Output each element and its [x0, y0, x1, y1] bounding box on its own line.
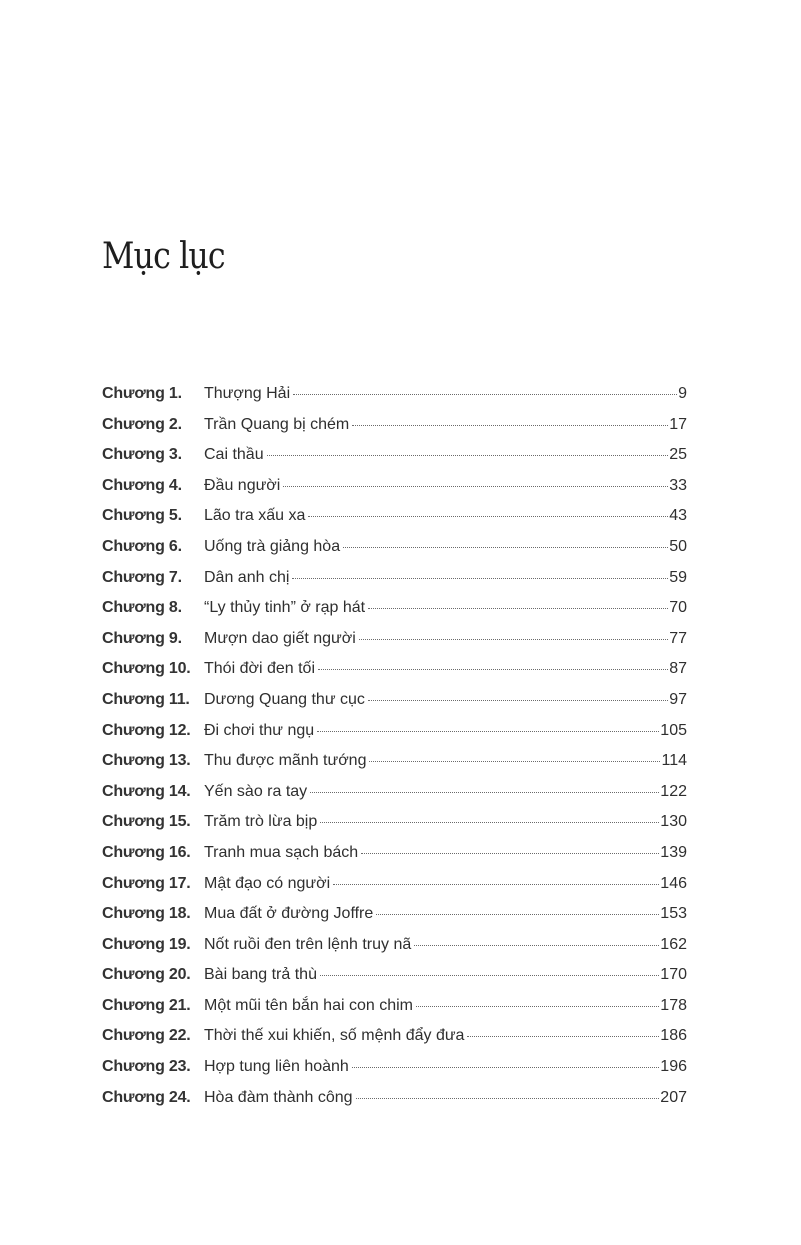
- page-number: 130: [660, 813, 687, 831]
- page-number: 105: [660, 721, 687, 739]
- toc-entry: [102, 752, 687, 783]
- chapter-label: Chương 19.: [102, 935, 191, 953]
- chapter-title: Cai thầu: [204, 446, 264, 464]
- page-number: 77: [669, 629, 687, 647]
- toc-entry: [102, 599, 687, 630]
- dot-leader: [308, 515, 668, 517]
- chapter-label: Chương 15.: [102, 813, 191, 831]
- dot-leader: [369, 760, 660, 762]
- toc-entry: [102, 691, 687, 722]
- chapter-label: Chương 23.: [102, 1058, 191, 1076]
- chapter-title: Thu được mãnh tướng: [204, 752, 367, 770]
- toc-entry: [102, 660, 687, 691]
- chapter-label: Chương 21.: [102, 996, 191, 1014]
- toc-entry: [102, 813, 687, 844]
- page-number: 196: [660, 1058, 687, 1076]
- dot-leader: [368, 607, 668, 609]
- chapter-label: Chương 5.: [102, 507, 182, 525]
- chapter-title: Bài bang trả thù: [204, 966, 317, 984]
- toc-entry: [102, 844, 687, 875]
- page-number: 178: [660, 996, 687, 1014]
- dot-leader: [292, 577, 668, 579]
- chapter-title: Yến sào ra tay: [204, 782, 308, 800]
- chapter-title: Tranh mua sạch bách: [204, 843, 359, 861]
- page-number: 33: [669, 476, 687, 494]
- dot-leader: [368, 699, 668, 701]
- page-number: 25: [669, 446, 687, 464]
- toc-title: Mục lục: [102, 236, 225, 277]
- dot-leader: [283, 485, 668, 487]
- dot-leader: [267, 454, 669, 456]
- chapter-title: Mua đất ở đường Joffre: [204, 905, 374, 923]
- chapter-label: Chương 18.: [102, 905, 191, 923]
- toc-entry: [102, 569, 687, 600]
- chapter-title: Dân anh chị: [204, 568, 290, 586]
- chapter-label: Chương 9.: [102, 629, 182, 647]
- toc-entry: [102, 966, 687, 997]
- chapter-label: Chương 12.: [102, 721, 191, 739]
- page-number: 87: [669, 660, 687, 678]
- chapter-title: Thượng Hải: [204, 385, 291, 402]
- chapter-label: Chương 20.: [102, 966, 191, 984]
- chapter-title: Lão tra xấu xa: [204, 507, 306, 525]
- chapter-title: Dương Quang thư cục: [204, 690, 365, 708]
- chapter-title: Trăm trò lừa bịp: [204, 813, 318, 831]
- toc-entry: [102, 416, 687, 447]
- dot-leader: [376, 913, 659, 915]
- dot-leader: [293, 393, 677, 395]
- toc-entry: [102, 905, 687, 936]
- toc-entry: [102, 936, 687, 967]
- dot-leader: [416, 1005, 659, 1007]
- chapter-title: Mật đạo có người: [204, 874, 331, 892]
- toc-list: [102, 385, 687, 1119]
- toc-entry: [102, 446, 687, 477]
- chapter-label: Chương 1.: [102, 385, 182, 402]
- chapter-label: Chương 14.: [102, 782, 191, 800]
- chapter-label: Chương 16.: [102, 843, 191, 861]
- dot-leader: [352, 1066, 659, 1068]
- chapter-title: Nốt ruồi đen trên lệnh truy nã: [204, 935, 412, 953]
- chapter-title: Trần Quang bị chém: [204, 415, 350, 433]
- chapter-label: Chương 8.: [102, 599, 182, 617]
- dot-leader: [310, 791, 659, 793]
- chapter-title: Đầu người: [204, 476, 281, 494]
- page-number: 207: [660, 1088, 687, 1106]
- toc-entry: [102, 783, 687, 814]
- chapter-title: Hợp tung liên hoành: [204, 1058, 349, 1076]
- chapter-title: “Ly thủy tinh” ở rạp hát: [204, 599, 366, 617]
- toc-entry: [102, 477, 687, 508]
- page-number: 122: [660, 782, 687, 800]
- chapter-label: Chương 13.: [102, 752, 191, 770]
- toc-entry: [102, 1027, 687, 1058]
- page-number: 59: [669, 568, 687, 586]
- page-number: 139: [660, 843, 687, 861]
- page-number: 43: [669, 507, 687, 525]
- chapter-label: Chương 7.: [102, 568, 182, 586]
- page-number: 9: [678, 385, 687, 402]
- page-number: 70: [669, 599, 687, 617]
- toc-entry: [102, 385, 687, 416]
- dot-leader: [356, 1097, 660, 1099]
- page-number: 153: [660, 905, 687, 923]
- dot-leader: [320, 974, 659, 976]
- chapter-title: Một mũi tên bắn hai con chim: [204, 996, 413, 1014]
- toc-entry: [102, 875, 687, 906]
- chapter-label: Chương 6.: [102, 537, 182, 555]
- chapter-label: Chương 11.: [102, 690, 190, 708]
- toc-entry: [102, 507, 687, 538]
- page-number: 17: [669, 415, 687, 433]
- dot-leader: [343, 546, 668, 548]
- chapter-label: Chương 3.: [102, 446, 182, 464]
- page-number: 186: [660, 1027, 687, 1045]
- chapter-title: Thói đời đen tối: [204, 660, 315, 678]
- toc-entry: [102, 997, 687, 1028]
- chapter-title: Thời thế xui khiến, số mệnh đẩy đưa: [204, 1027, 465, 1045]
- dot-leader: [361, 852, 659, 854]
- chapter-title: Mượn dao giết người: [204, 629, 356, 647]
- chapter-label: Chương 10.: [102, 660, 191, 678]
- dot-leader: [320, 821, 659, 823]
- dot-leader: [317, 730, 659, 732]
- page-number: 162: [660, 935, 687, 953]
- dot-leader: [352, 424, 668, 426]
- dot-leader: [333, 883, 659, 885]
- chapter-label: Chương 17.: [102, 874, 191, 892]
- toc-entry: [102, 1089, 687, 1120]
- chapter-title: Uống trà giảng hòa: [204, 537, 341, 555]
- dot-leader: [359, 638, 668, 640]
- dot-leader: [318, 668, 668, 670]
- chapter-label: Chương 24.: [102, 1088, 191, 1106]
- chapter-label: Chương 22.: [102, 1027, 191, 1045]
- page-number: 170: [660, 966, 687, 984]
- toc-entry: [102, 630, 687, 661]
- toc-entry: [102, 722, 687, 753]
- toc-entry: [102, 538, 687, 569]
- chapter-label: Chương 2.: [102, 415, 182, 433]
- page-number: 97: [669, 690, 687, 708]
- chapter-title: Đi chơi thư ngụ: [204, 721, 315, 739]
- page-number: 146: [660, 874, 687, 892]
- page-number: 114: [661, 752, 687, 770]
- chapter-title: Hòa đàm thành công: [204, 1088, 353, 1106]
- dot-leader: [414, 944, 659, 946]
- dot-leader: [467, 1035, 659, 1037]
- page-number: 50: [669, 537, 687, 555]
- chapter-label: Chương 4.: [102, 476, 182, 494]
- toc-entry: [102, 1058, 687, 1089]
